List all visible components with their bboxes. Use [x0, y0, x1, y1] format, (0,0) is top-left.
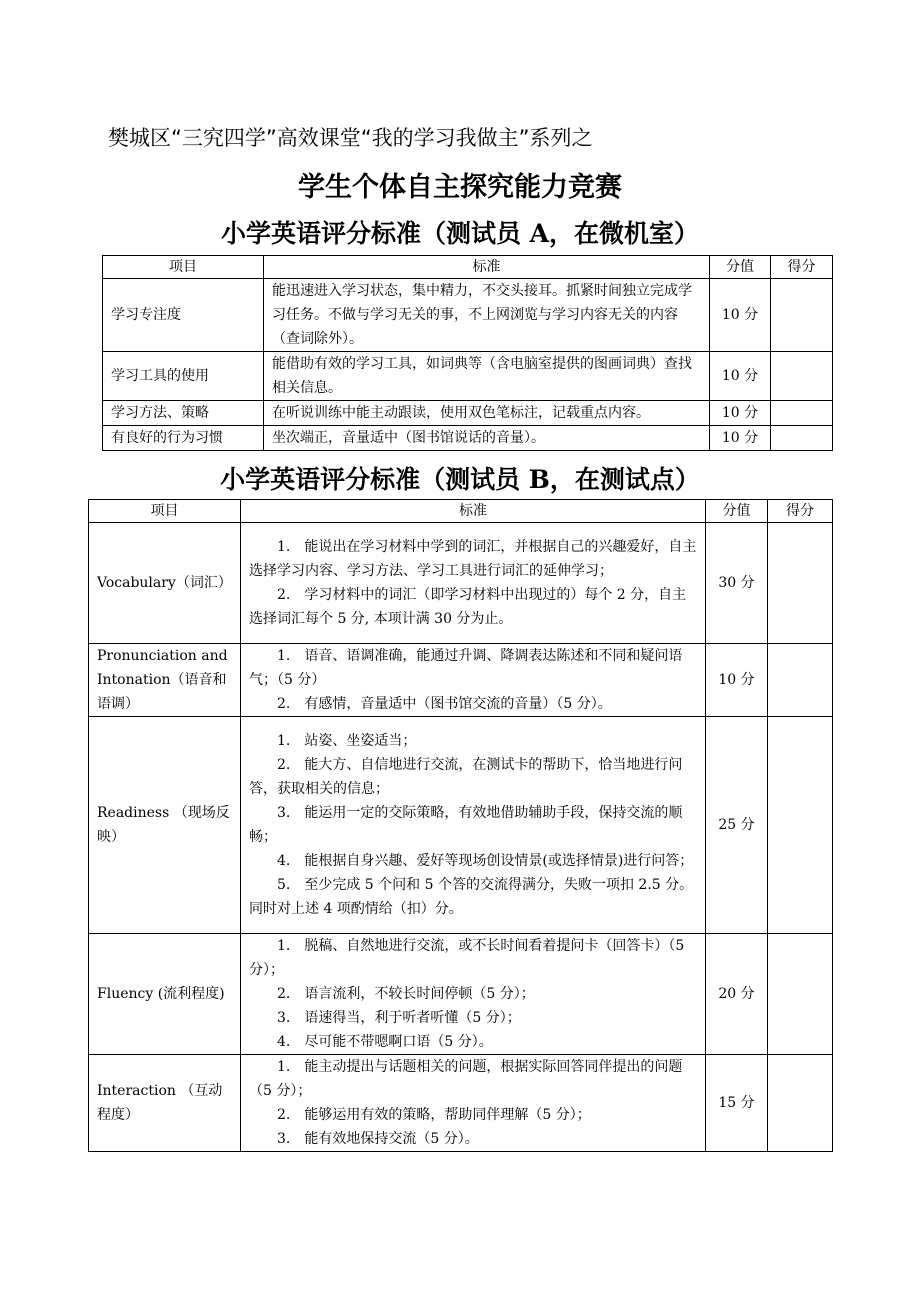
criterion-line: 2. 能够运用有效的策略，帮助同伴理解（5 分）； [277, 1107, 591, 1123]
row-score: 10 分 [710, 279, 771, 352]
criterion-line: 5. 至少完成 5 个问和 5 个答的交流得满分，失败一项扣 2.5 分。同时对上述 4 项酌情给（扣）分。 [249, 877, 694, 917]
page-title: 学生个体自主探究能力竞赛 [298, 172, 622, 203]
header-got: 得分 [768, 500, 833, 523]
row-item: 学习方法、策略 [103, 401, 264, 426]
row-score: 10 分 [710, 401, 771, 426]
table-row [89, 1055, 833, 1152]
header-standard: 标准 [264, 256, 710, 279]
criterion-line: 3. 语速得当，利于听者听懂（5 分）； [277, 1010, 521, 1026]
row-standard: 能借助有效的学习工具，如词典等（含电脑室提供的图画词典）查找相关信息。 [264, 352, 710, 401]
criterion-line: 2. 学习材料中的词汇（即学习材料中出现过的）每个 2 分，自主选择词汇每个 5 分, 本项计满 30 分为止。 [249, 587, 687, 627]
header-got: 得分 [771, 256, 833, 279]
row-got [771, 426, 833, 451]
header-score: 分值 [706, 500, 768, 523]
table-row [103, 279, 833, 352]
header-item: 项目 [89, 500, 241, 523]
scoring-table-b [88, 499, 833, 1152]
row-score: 30 分 [706, 523, 768, 644]
row-got [768, 934, 833, 1055]
criterion-line: 1. 能说出在学习材料中学到的词汇，并根据自己的兴趣爱好，自主选择学习内容、学习方法、学习工具进行词汇的延伸学习； [249, 539, 697, 579]
row-item: Interaction （互动程度） [89, 1055, 241, 1152]
row-item: 有良好的行为习惯 [103, 426, 264, 451]
header-standard: 标准 [241, 500, 706, 523]
table-row [89, 717, 833, 934]
row-item: Vocabulary（词汇） [89, 523, 241, 644]
criterion-line: 3. 能有效地保持交流（5 分）。 [277, 1131, 479, 1147]
row-score: 25 分 [706, 717, 768, 934]
row-got [768, 717, 833, 934]
row-score: 10 分 [710, 426, 771, 451]
row-got [771, 352, 833, 401]
row-got [768, 644, 833, 717]
row-got [771, 279, 833, 352]
row-score: 15 分 [706, 1055, 768, 1152]
row-score: 10 分 [706, 644, 768, 717]
header-item: 项目 [103, 256, 264, 279]
table-row [89, 644, 833, 717]
criterion-line: 1. 语音、语调准确，能通过升调、降调表达陈述和不同和疑问语气；（5 分） [249, 648, 683, 688]
row-item: Readiness （现场反映） [89, 717, 241, 934]
criterion-line: 2. 有感情，音量适中（图书馆交流的音量）（5 分）。 [277, 696, 612, 712]
row-standard [241, 1055, 706, 1152]
row-got [768, 1055, 833, 1152]
row-standard: 在听说训练中能主动跟读，使用双色笔标注，记载重点内容。 [264, 401, 710, 426]
criterion-line: 2. 语言流利，不较长时间停顿（5 分）； [277, 986, 535, 1002]
row-got [768, 523, 833, 644]
table-header-row [89, 500, 833, 523]
criterion-line: 1. 站姿、坐姿适当； [277, 733, 417, 749]
row-standard: 坐次端正，音量适中（图书馆说话的音量）。 [264, 426, 710, 451]
table-header-row [103, 256, 833, 279]
criterion-line: 3. 能运用一定的交际策略，有效地借助辅助手段，保持交流的顺畅； [249, 805, 683, 845]
section-b-title: 小学英语评分标准（测试员 B，在测试点） [220, 465, 700, 494]
row-standard [241, 934, 706, 1055]
criterion-line: 2. 能大方、自信地进行交流，在测试卡的帮助下，恰当地进行问答，获取相关的信息； [249, 757, 683, 797]
row-got [771, 401, 833, 426]
criterion-line: 1. 脱稿、自然地进行交流，或不长时间看着提问卡（回答卡）（5 分）； [249, 938, 685, 978]
row-score: 20 分 [706, 934, 768, 1055]
table-row [89, 934, 833, 1055]
table-row [103, 401, 833, 426]
criterion-line: 1. 能主动提出与话题相关的问题，根据实际回答同伴提出的问题（5 分）； [249, 1059, 683, 1099]
row-item: 学习专注度 [103, 279, 264, 352]
header-score: 分值 [710, 256, 771, 279]
row-item: 学习工具的使用 [103, 352, 264, 401]
row-score: 10 分 [710, 352, 771, 401]
series-heading: 樊城区“三究四学”高效课堂“我的学习我做主”系列之 [108, 126, 593, 150]
row-item: Pronunciation and Intonation（语音和语调） [89, 644, 241, 717]
section-a-title: 小学英语评分标准（测试员 A，在微机室） [220, 219, 700, 248]
row-item: Fluency (流利程度) [89, 934, 241, 1055]
criterion-line: 4. 能根据自身兴趣、爱好等现场创设情景(或选择情景)进行问答； [277, 853, 694, 869]
row-standard [241, 644, 706, 717]
row-standard: 能迅速进入学习状态，集中精力，不交头接耳。抓紧时间独立完成学习任务。不做与学习无关的事，不上网浏览与学习内容无关的内容（查词除外）。 [264, 279, 710, 352]
table-row [103, 426, 833, 451]
scoring-table-a [102, 255, 833, 451]
table-row [89, 523, 833, 644]
row-standard [241, 523, 706, 644]
table-row [103, 352, 833, 401]
criterion-line: 4. 尽可能不带嗯啊口语（5 分）。 [277, 1034, 493, 1050]
row-standard [241, 717, 706, 934]
